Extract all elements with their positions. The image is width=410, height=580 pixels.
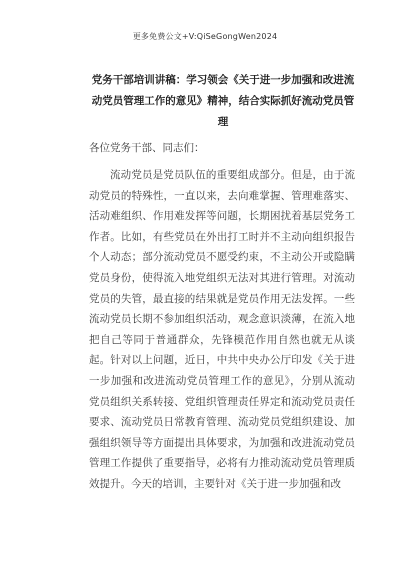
header-note: 更多免费公文+V:QiSeGongWen2024 [132,32,278,41]
document-title: 党务干部培训讲稿：学习领会《关于进一步加强和改进流动党员管理工作的意见》精神，结合实际抓好流动党员管理 [91,74,355,128]
salutation: 各位党务干部、同志们： [89,142,205,154]
body-paragraph: 流动党员是党员队伍的重要组成部分。但是，由于流动党员的特殊性，一直以来，去向难掌握、管理难落实、活动难组织、作用难发挥等问题，长期困扰着基层党务工作者。比如，有些党员在外出打工时并不主动向组织报告个人动态；部分流动党员不愿受约束，不主动公开或隐瞒党员身份，使得流入地党组织无法对其进行管理。对流动党员的失管，最直接的结果就是党员作用无法发挥。一些流动党员长期不参加组织活动，观念意识淡薄，在流入地把自己等同于普通群众，先锋模范作用自然也就无从谈起。针对以上问题，近日，中共中央办公厅印发《关于进一步加强和改进流动党员管理工作的意见》，分别从流动党员组织关系转接、党组织管理责任界定和流动党员责任要求、流动党员日常教育管理、流动党员党组织建设、加强组织领导等方面提出具体要求，为加强和改进流动党员管理工作提供了重要指导，必将有力推动流动党员管理质效提升。今天的培训，主要针对《关于进一步加强和改 [89,169,355,490]
